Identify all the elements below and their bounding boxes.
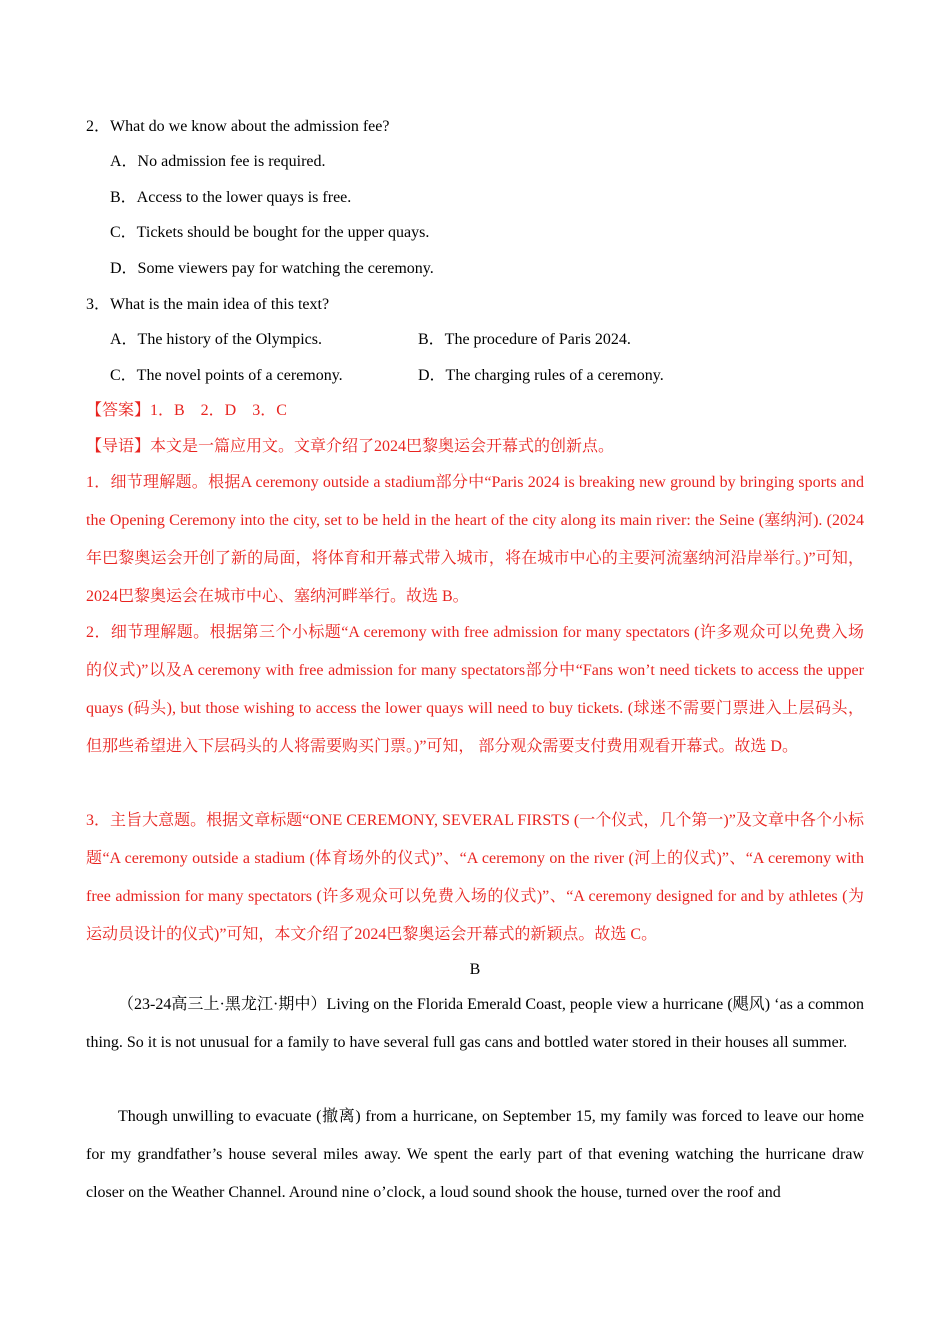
guide-summary: 【导语】本文是一篇应用文。文章介绍了2024巴黎奥运会开幕式的创新点。 (86, 438, 615, 455)
explanation-3: 3．主旨大意题。根据文章标题“ONE CEREMONY, SEVERAL FIRSTS (一个仪式，几个第一)”及文章中各个小标题“A ceremony outside a stadium (体育场外的仪式)”、“A ceremony on the river (河上的仪式)”、“A ceremony with free admission for many spectators (许多观众可以免费入场的仪式)”、“A ceremony designed for and by athletes (为运动员设计的仪式)”可知，本文介绍了2024巴黎奥运会开幕式的新颖点。故选 C。 (86, 812, 864, 943)
explanation-2: 2．细节理解题。根据第三个小标题“A ceremony with free admission for many spectators (许多观众可以免费入场的仪式)”以及A ceremony with free admission for many spectators部分中“Fans won’t need tickets to access the upper quays (码头), but those wishing to access the lower quays will need to buy tickets. (球迷不需要门票进入上层码头，但那些希望进入下层码头的人将需要购买门票。)”可知， 部分观众需要支付费用观看开幕式。故选 D。 (86, 624, 864, 755)
question-2-option-d: D．Some viewers pay for watching the ceremony. (110, 260, 434, 277)
question-2-option-a: A．No admission fee is required. (110, 153, 326, 170)
passage-paragraph-1: （23-24高三上·黑龙江·期中）Living on the Florida Emerald Coast, people view a hurricane (飓风) ‘as a common thing. So it is not unusual for a family to have several full gas cans and bottled water stored in their houses all summer. (86, 996, 864, 1051)
answer-key: 【答案】1．B 2．D 3．C (86, 402, 287, 419)
question-3-stem: 3．What is the main idea of this text? (86, 296, 330, 313)
section-label: B (469, 961, 481, 978)
question-2-option-b: B．Access to the lower quays is free. (110, 189, 352, 206)
question-2-stem: 2．What do we know about the admission fee? (86, 118, 390, 135)
question-3-option-c: C．The novel points of a ceremony. (110, 367, 343, 384)
question-3-option-b: B．The procedure of Paris 2024. (418, 331, 631, 348)
question-3-option-d: D．The charging rules of a ceremony. (418, 367, 664, 384)
explanation-1: 1．细节理解题。根据A ceremony outside a stadium部分中“Paris 2024 is breaking new ground by bringing sports and the Opening Ceremony into the city, set to be held in the heart of the city along its main river: the Seine (塞纳河). (2024年巴黎奥运会开创了新的局面，将体育和开幕式带入城市，将在城市中心的主要河流塞纳河沿岸举行。)”可知， 2024巴黎奥运会在城市中心、塞纳河畔举行。故选 B。 (86, 474, 864, 605)
passage-paragraph-2: Though unwilling to evacuate (撤离) from a hurricane, on September 15, my family was forced to leave our home for my grandfather’s house several miles away. We spent the early part of that evening watching the hurricane draw closer on the Weather Channel. Around nine o’clock, a loud sound shook the house, turned over the roof and (86, 1108, 864, 1201)
question-2-option-c: C．Tickets should be bought for the upper quays. (110, 224, 430, 241)
question-3-option-a: A．The history of the Olympics. (110, 331, 322, 348)
